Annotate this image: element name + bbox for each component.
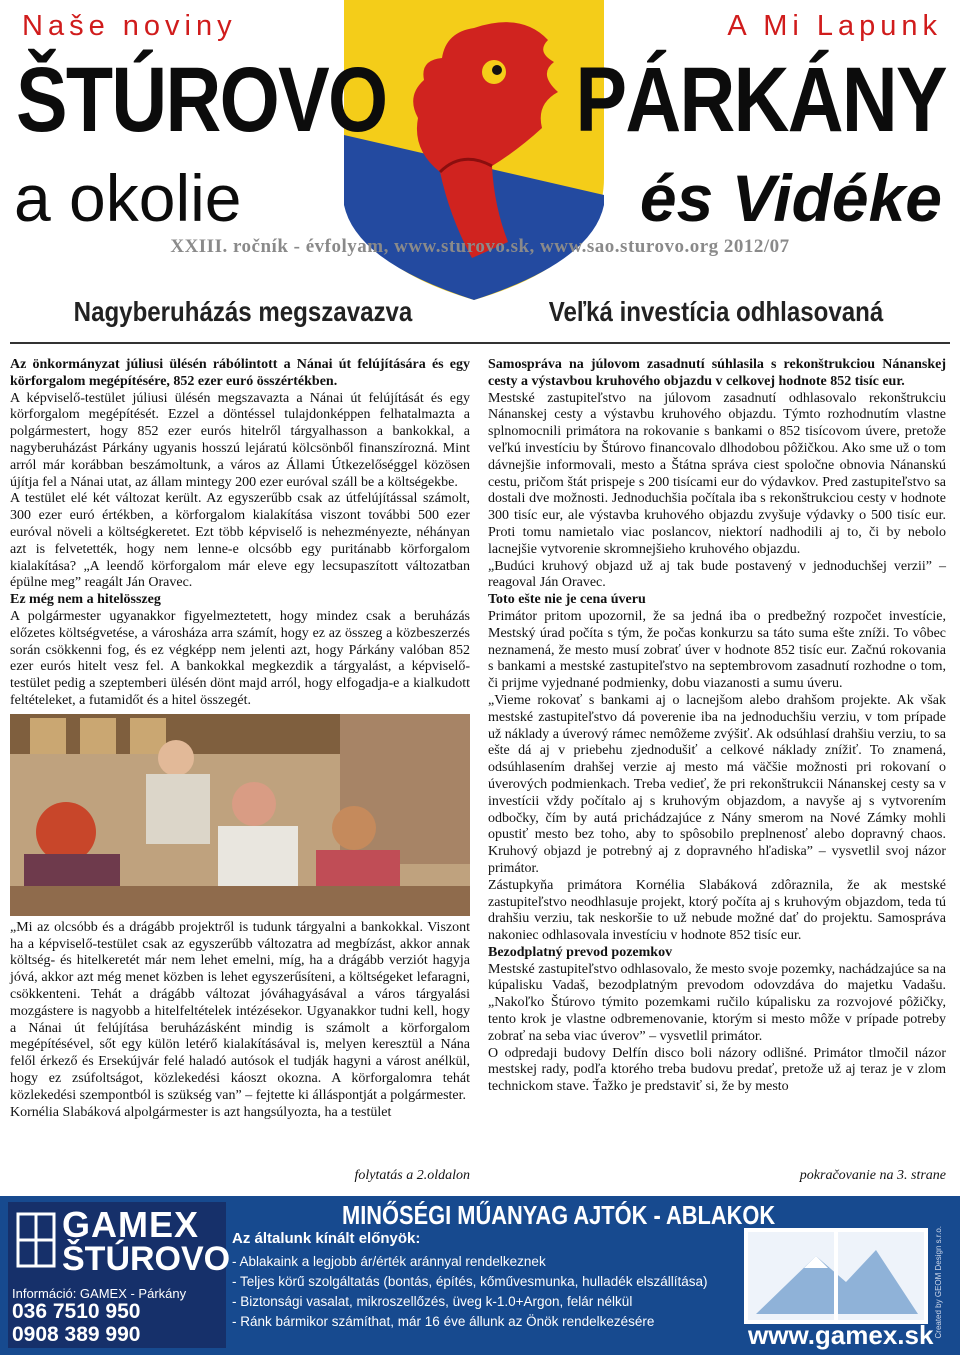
ad-title: MINŐSÉGI MŰANYAG AJTÓK - ABLAKOK [342, 1200, 776, 1230]
tagline-slovak: Naše noviny [22, 10, 237, 42]
article-paragraph: „Mi az olcsóbb és a drágább projektről is tudunk tárgyalni a bankokkal. Viszont ha a képviselő-testület csak az egyszerűbb változatra ad megbízást, akkor annak költség- és hitelkeretét már nem lehet emelni, míg, ha a drágább verziót hagyja jóvá, akkor azt még menet közben is lehet egyszerűsíteni, a költségeket lefaragni, csökkenteni. Tehát a drágább változat jóváhagyásával a város tárgyalási mozgástere is nagyobb a hitelfeltételek intézésekor. Ugyanakkor tudni kell, hogy a Nánai út felújítása beruházásként mindig is számolt a körforgalom megépítésével, sőt egy külön letérő kialakításával is, melyen keresztül a Nána felől érkező és Ersekújvár felé haladó autósok el tudják hagyni a várost anélkül, hogy ez zsúfoltságot, közlekedési káoszt okozna. A körforgalomra tehát közlekedési szempontból is szükség van” – fejtette ki álláspontját a polgármester. [10, 919, 470, 1103]
subtitle-slovak: a okolie [14, 161, 242, 235]
ad-city: ŠTÚROVO [62, 1240, 231, 1278]
article-hungarian [10, 357, 470, 1121]
headline-slovak: Veľká investícia odhlasovaná [548, 296, 884, 327]
ad-benefit: - Ránk bármikor számíthat, már 16 éve állunk az Önök rendelkezésére [232, 1314, 655, 1329]
article-lead: Az önkormányzat júliusi ülésén rábólintott a Nánai út felújítására és egy körforgalom megépítésére, 852 ezer euró összértékben. [10, 357, 470, 389]
council-meeting-photo [10, 714, 470, 916]
ad-benefit: - Ablakaink a legjobb ár/érték aránnyal rendelkeznek [232, 1254, 546, 1269]
gamex-logo-icon [14, 1210, 58, 1270]
gamex-advertisement [0, 1196, 960, 1355]
title-slovak: ŠTÚROVO [16, 49, 387, 151]
article-paragraph: Mestské zastupiteľstvo odhlasovalo, že mesto svoje pozemky, nachádzajúce sa na kúpalisku Vadaš, bezodplatným prevodom odovzdáva do majetku Vadašu. „Nakoľko Štúrovo týmito pozemkami ručilo kúpalisku za rozvojové pôžičky, tento krok je vlastne odbremenovanie, ktorým si mesto môže v prípade potreby zobrať na seba viac úverov” – vysvetlil primátor. [488, 961, 946, 1044]
article-paragraph: Mestské zastupiteľstvo na júlovom zasadnutí odhlasovalo rekonštrukciu Nánanskej cesty a výstavbu kruhového objazdu. Týmto rozhodnutím vlastne splnomocnili primátora na rokovanie s bankami o 852 tisícovom úvere, pretože veľkú investíciu by Štúrovo financovalo dlhodobou pôžičkou. Ako sme už o tom dávnejšie informovali, mesto a Štátna správa ciest spoločne obnovia Nánanskú cestu, pričom štát prispeje s 200 tisícami eur do výdavkov. Pred zastupiteľstvo sa dostali dve možnosti. Jednoduchšia počítala iba s rekonštrukciou cesty v hodnote 300 tisíc eur, ale výstavba kruhového objazdu zvyšuje výdavky o 500 tisíc eur. Proti tomu namietalo viac poslancov, niektorí nadhodili aj to, či by nebolo lacnejšie vytvorenie skromnejšieho kruhového objazdu. [488, 390, 946, 557]
article-lead: Samospráva na júlovom zasadnutí súhlasila s rekonštrukciou Nánanskej cesty a výstavbou kruhového objazdu v celkovej hodnote 852 tisíc eur. [488, 357, 946, 389]
article-paragraph: „Budúci kruhový objazd už aj tak bude postavený v jednoduchšej verzii” – reagoval Ján Oravec. [488, 558, 946, 591]
ad-benefit: - Teljes körű szolgáltatás (bontás, építés, kőművesmunka, hulladék elszállítása) [232, 1274, 708, 1289]
title-hungarian: PÁRKÁNY [575, 49, 946, 151]
ad-brand: GAMEX [62, 1204, 200, 1245]
masthead [0, 0, 960, 300]
article-paragraph: Kornélia Slabáková alpolgármester is azt hangsúlyozta, ha a testület [10, 1104, 392, 1120]
continued-on-page-3: pokračovanie na 3. strane [799, 1168, 946, 1183]
article-subhead: Bezodplatný prevod pozemkov [488, 944, 673, 960]
ad-credit: Created by GEOM Design s.r.o. [934, 1226, 943, 1339]
ad-benefit-list [232, 1254, 708, 1334]
ad-phone-2: 0908 389 990 [12, 1323, 141, 1346]
ad-website[interactable]: www.gamex.sk [748, 1320, 934, 1350]
article-paragraph: Primátor pritom upozornil, že sa jedná iba o predbežný rozpočet investície, Mestský úrad počíta s tým, že počas konkurzu sa táto suma ešte zníži. To vôbec neznamená, že mesto musí zobrať úver v hodnote 852 tisíc eur. Začnú rokovania s bankami a mestské zastupiteľstvo na septembrovom zasadnutí rozhodne o tom, či prijme vyjednané podmienky, dobu viazanosti a sumu úveru. [488, 608, 946, 692]
headline-hungarian: Nagyberuházás megszavazva [73, 296, 413, 327]
ad-intro: Az általunk kínált előnyök: [232, 1230, 421, 1247]
article-paragraph: A képviselő-testület júliusi ülésén megszavazta a Nánai út felújítását és egy körforgalom megépítését. Ezzel a döntéssel tulajdonképpen felhatalmazta a polgármestert, hogy 852 ezer eurós hitelről tárgyalhasson a bankokkal, a nagyberuházást Párkány ugyanis hosszú lejáratú kölcsönből finanszírozná. Mint arról már korábban beszámoltunk, a város az Állami Útkezelőséggel közösen újítja fel a Nánai utat, az állam mintegy 200 ezer euróval száll be a költségekbe. [10, 390, 470, 490]
ad-info: Információ: GAMEX - Párkány [12, 1286, 187, 1301]
tagline-hungarian: A Mi Lapunk [727, 10, 942, 42]
article-subhead: Toto ešte nie je cena úveru [488, 592, 646, 608]
window-with-mountain-icon [736, 1226, 936, 1326]
headline-divider [10, 342, 950, 344]
article-subhead: Ez még nem a hitelösszeg [10, 592, 161, 608]
ad-benefit: - Biztonsági vasalat, mikroszellőzés, üveg k-1.0+Argon, felár nélkül [232, 1294, 633, 1309]
article-paragraph: A polgármester ugyanakkor figyelmeztetett, hogy mindez csak a beruházás előzetes költségvetése, a városháza arra számít, hogy ez az összeg a közbeszerzés során csökkenni fog, és ez végképp nem jelenti azt, hogy Párkány valóban 852 ezer eurós hitelt vesz fel. A bankokkal megkezdik a tárgyalást, a képviselő-testület pedig a szeptemberi ülésén dönt majd arról, hogy elfogadja-e a kialkudott feltételeket, a futamidőt és a hitel összegét. [10, 608, 470, 708]
article-slovak [488, 357, 946, 1096]
issue-line: XXIII. ročník - évfolyam, www.sturovo.sk, www.sao.sturovo.org 2012/07 [170, 236, 790, 257]
article-paragraph: Zástupkyňa primátora Kornélia Slabáková zdôraznila, že ak mestské zastupiteľstvo neodhlasuje projekt, ktorý počíta aj s kruhovým objazdom, teda tú drahšiu verziu, tak neskoršie to už nebude možné dať do projektu. Samospráva nakoniec odhlasovala investíciu v hodnote 852 tisíc eur. [488, 877, 946, 944]
ad-phone-1: 036 7510 950 [12, 1300, 141, 1323]
article-paragraph: A testület elé két változat került. Az egyszerűbb csak az útfelújítással számolt, 300 ezer euró értékben, a körforgalom kialakítása viszont további 500 ezer euróval növeli a költségkeretet. Ezt több képviselő is nehezményezte, néhányan azt is felvetették, hogy nem lenne-e olcsóbb egy puritánabb körforgalom kialakítása? „A leendő körforgalom már eleve egy lecsupaszított változatban épülne meg” reagált Ján Oravec. [10, 491, 470, 591]
article-paragraph: „Vieme rokovať s bankami aj o lacnejšom alebo drahšom projekte. Ak však mestské zastupiteľstvo dá poverenie iba na jednoduchšiu verziu, v tom prípade už náklady a úverový rámec nemôžeme zvýšiť. Ak odsúhlasí drahšiu verziu, to sa ešte dá aj v priebehu zjednodušiť a celkové náklady znížiť. To znamená, odsúhlasením drahšej verzie aj mesto má väčšie možnosti pri rokovaní o úverových podmienkach. Treba vedieť, že pri rekonštrukcii Nánanskej cesty sa v investícii vždy počítalo aj s kruhovým objazdom, a navyše aj s vytvorením odbočky, čím by autá prichádzajúce z Nány smerom na Nové Zámky mohli opustiť mesto bez toho, aby to spôsobilo preplnenosť alebo dopravný chaos. Kruhový objazd je potrebný aj z dopravného hľadiska” – vysvetlil svoj názor primátor. [488, 692, 946, 876]
article-paragraph: O odpredaji budovy Delfín disco boli názory odlišné. Primátor tlmočil názor mestskej rady, podľa ktorého treba budovu predať, pretože už aj teraz je v zlom technickom stave. Ťažko je predstaviť si, že by mesto [488, 1045, 946, 1095]
continued-on-page-2: folytatás a 2.oldalon [354, 1168, 470, 1183]
subtitle-hungarian: és Vidéke [639, 161, 942, 235]
